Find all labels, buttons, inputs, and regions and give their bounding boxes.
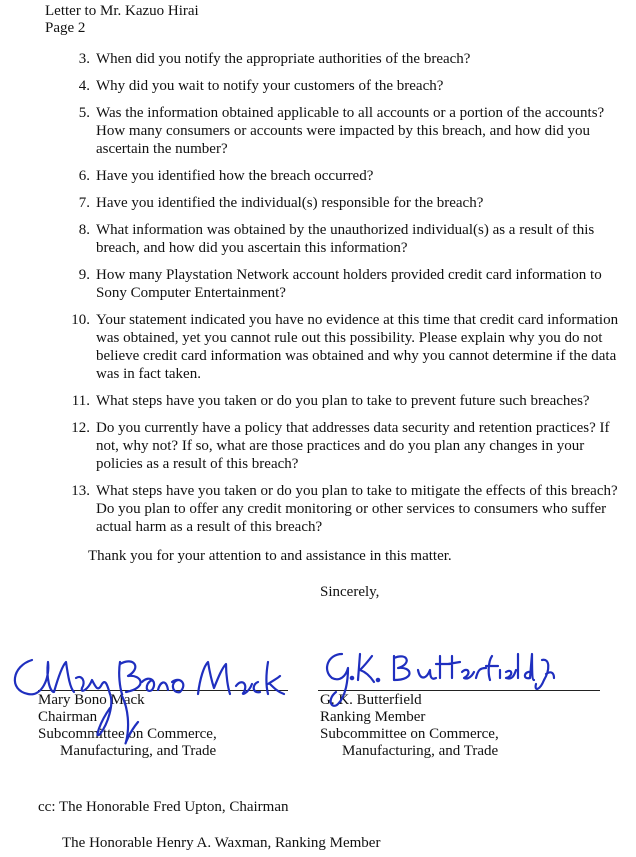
cc-line: cc: The Honorable Fred Upton, Chairman — [38, 799, 289, 815]
signature-gk-butterfield — [318, 640, 558, 730]
question-number: 5. — [78, 105, 90, 121]
question-line: actual harm as a result of this breach? — [96, 519, 323, 535]
closing-thanks: Thank you for your attention to and assistance in this matter. — [88, 548, 452, 564]
question-text — [90, 221, 626, 257]
question-line: Do you currently have a policy that addresses data security and retention practices? If — [96, 420, 610, 436]
question-line: breach, and how did you ascertain this information? — [96, 240, 408, 256]
question-number: 10. — [71, 312, 90, 328]
question-line: When did you notify the appropriate authorities of the breach? — [96, 51, 471, 67]
question-line: not, why not? If so, what are those practices and do you plan any changes in your — [96, 438, 585, 454]
question-number: 11. — [71, 393, 90, 409]
question-item — [66, 266, 626, 302]
signature-mary-bono-mack — [2, 638, 302, 758]
question-number: 9. — [78, 267, 90, 283]
question-number: 12. — [71, 420, 90, 436]
question-line: ascertain the number? — [96, 141, 228, 157]
question-item — [66, 221, 626, 257]
question-text — [90, 50, 626, 68]
question-number: 6. — [78, 168, 90, 184]
signer-org-line: Subcommittee on Commerce, — [38, 726, 217, 742]
question-text — [90, 311, 626, 383]
question-item — [66, 50, 626, 68]
signer-org-line: Subcommittee on Commerce, — [320, 726, 499, 742]
question-line: was in fact taken. — [96, 366, 201, 382]
question-number: 7. — [78, 195, 90, 211]
signer-name: G. K. Butterfield — [320, 692, 422, 708]
question-text — [90, 194, 626, 212]
closing-sincerely: Sincerely, — [320, 584, 380, 600]
question-number: 13. — [71, 483, 90, 499]
letter-header — [45, 3, 199, 37]
page-number: Page 2 — [45, 20, 86, 36]
question-line: policies as a result of this breach? — [96, 456, 299, 472]
cc-line: The Honorable Henry A. Waxman, Ranking Member — [62, 835, 381, 851]
question-line: Your statement indicated you have no evidence at this time that credit card information — [96, 312, 619, 328]
question-item — [66, 104, 626, 158]
question-item — [66, 419, 626, 473]
question-line: What steps have you taken or do you plan to take to prevent future such breaches? — [96, 393, 590, 409]
question-text — [90, 482, 626, 536]
signer-name: Mary Bono Mack — [38, 692, 145, 708]
question-line: Do you plan to offer any credit monitoring or other services to consumers who suffer — [96, 501, 607, 517]
signer-org-line: Manufacturing, and Trade — [342, 743, 499, 759]
question-line: Have you identified how the breach occurred? — [96, 168, 374, 184]
question-number: 3. — [78, 51, 90, 67]
question-text — [90, 266, 626, 302]
question-item — [66, 194, 626, 212]
question-line: Was the information obtained applicable to all accounts or a portion of the accounts? — [96, 105, 605, 121]
question-line: How many consumers or accounts were impacted by this breach, and how did you — [96, 123, 591, 139]
signer-title: Chairman — [38, 709, 98, 725]
question-line: Have you identified the individual(s) responsible for the breach? — [96, 195, 484, 211]
question-text — [90, 104, 626, 158]
question-text — [90, 419, 626, 473]
question-item — [66, 77, 626, 95]
question-item — [66, 311, 626, 383]
question-line: was obtained, yet you cannot rule out this possibility. Please explain why you do not — [96, 330, 603, 346]
question-item — [66, 482, 626, 536]
question-item — [66, 392, 626, 410]
signer-org-line: Manufacturing, and Trade — [60, 743, 217, 759]
question-line: Why did you wait to notify your customers of the breach? — [96, 78, 444, 94]
question-line: believe credit card information was obtained and why you cannot determine if the data — [96, 348, 617, 364]
question-text — [90, 167, 626, 185]
recipient-line: Letter to Mr. Kazuo Hirai — [45, 3, 199, 19]
question-text — [90, 77, 626, 95]
question-number: 8. — [78, 222, 90, 238]
question-line: How many Playstation Network account holders provided credit card information to — [96, 267, 602, 283]
question-list — [66, 50, 626, 545]
question-line: Sony Computer Entertainment? — [96, 285, 286, 301]
question-line: What information was obtained by the unauthorized individual(s) as a result of this — [96, 222, 595, 238]
question-item — [66, 167, 626, 185]
signer-title: Ranking Member — [320, 709, 426, 725]
question-text — [90, 392, 626, 410]
question-number: 4. — [78, 78, 90, 94]
question-line: What steps have you taken or do you plan to take to mitigate the effects of this breach? — [96, 483, 618, 499]
